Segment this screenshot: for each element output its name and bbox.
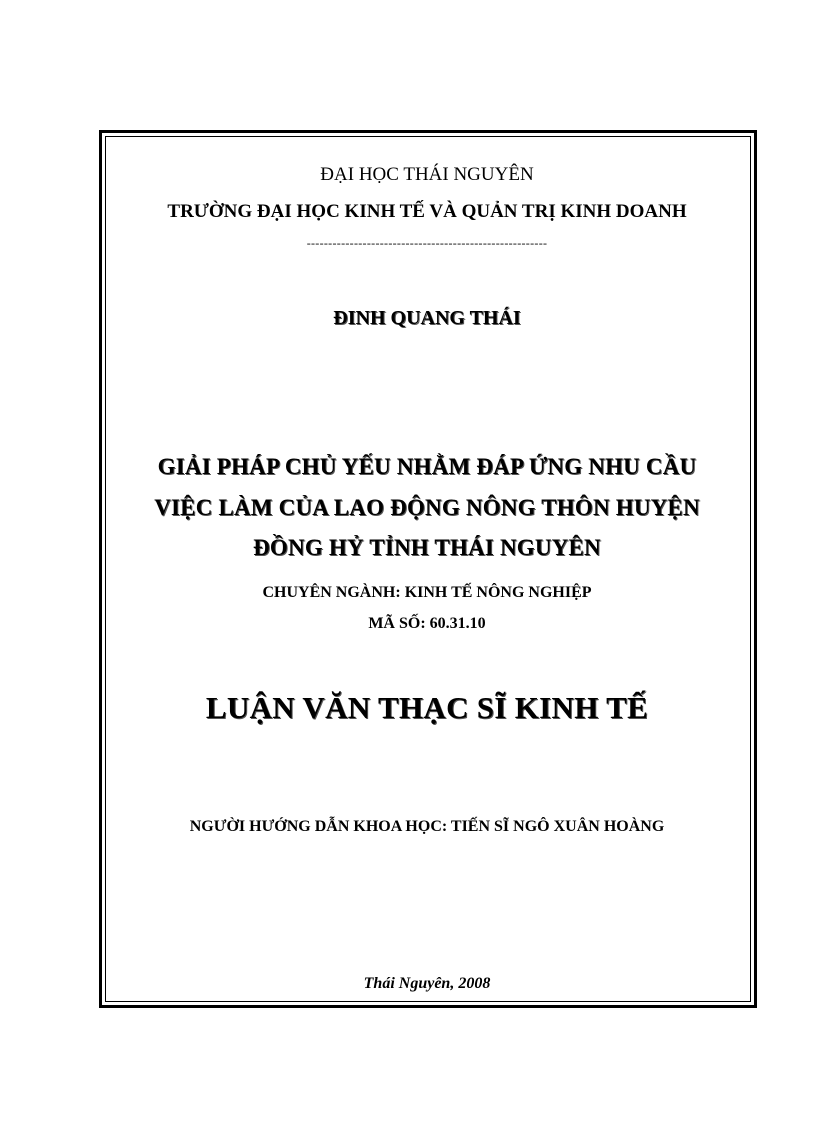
major-code: MÃ SỐ: 60.31.10 <box>368 615 486 632</box>
faculty-name: TRƯỜNG ĐẠI HỌC KINH TẾ VÀ QUẢN TRỊ KINH DOANH <box>167 201 687 222</box>
thesis-title-line-3: ĐỒNG HỶ TỈNH THÁI NGUYÊN <box>253 535 601 560</box>
degree-heading: LUẬN VĂN THẠC SĨ KINH TẾ <box>205 690 649 725</box>
place-and-date: Thái Nguyên, 2008 <box>363 975 491 992</box>
author-name: ĐINH QUANG THÁI <box>333 307 521 329</box>
thesis-title-line-2: VIỆC LÀM CỦA LAO ĐỘNG NÔNG THÔN HUYỆN <box>154 495 700 520</box>
page-border <box>99 130 757 1008</box>
separator-line: -------------------------------------------------------- <box>306 236 548 250</box>
major-field: CHUYÊN NGÀNH: KINH TẾ NÔNG NGHIỆP <box>262 584 592 601</box>
advisor-line: NGƯỜI HƯỚNG DẪN KHOA HỌC: TIẾN SĨ NGÔ XUÂN HOÀNG <box>189 818 665 835</box>
university-name: ĐẠI HỌC THÁI NGUYÊN <box>320 164 534 185</box>
thesis-title-line-1: GIẢI PHÁP CHỦ YẾU NHẰM ĐÁP ỨNG NHU CẦU <box>157 454 697 479</box>
